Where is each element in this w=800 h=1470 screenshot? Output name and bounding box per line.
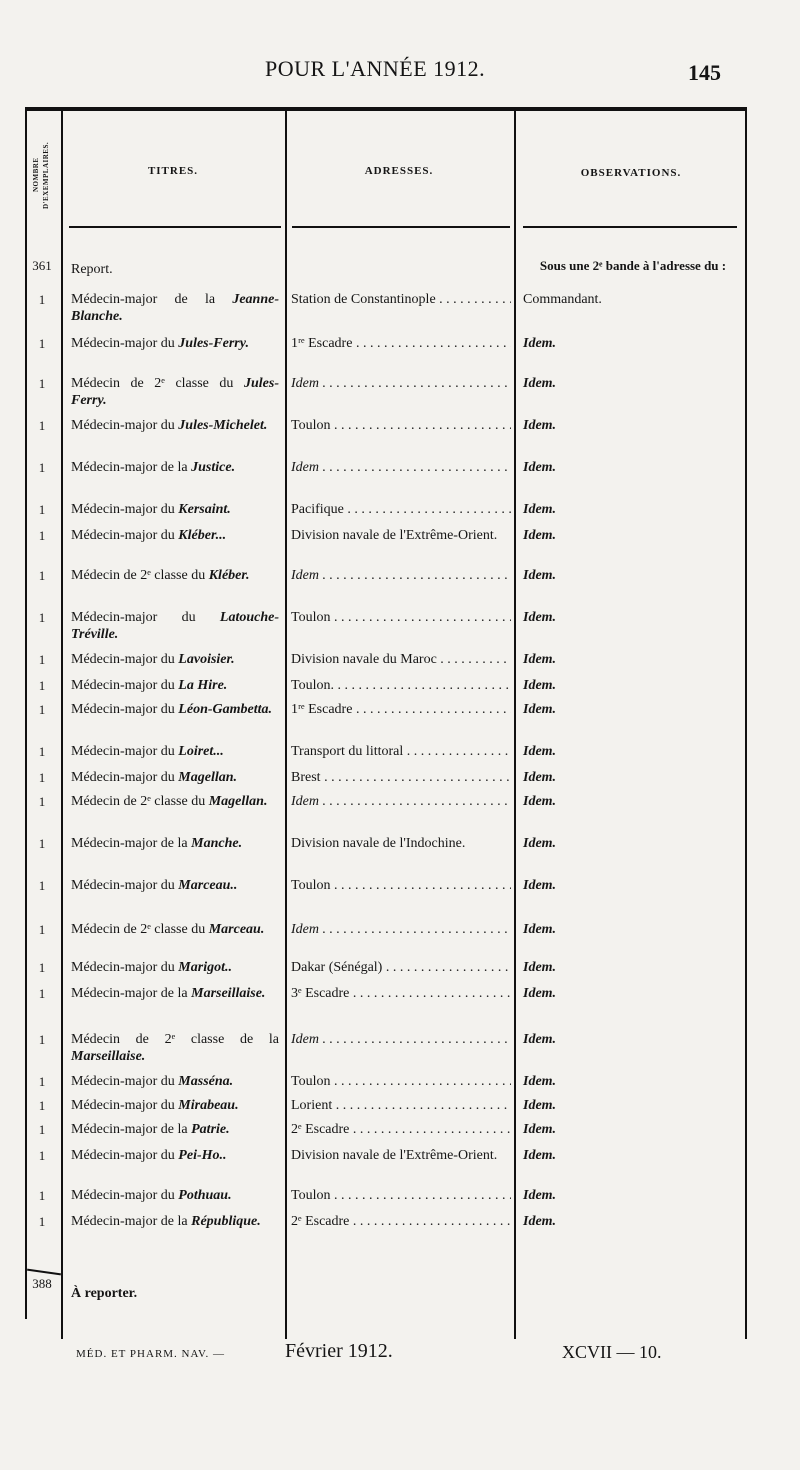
count-cell: 1: [38, 528, 46, 543]
vessel-name: Masséna.: [178, 1074, 234, 1089]
address-cell: Brest . . .: [291, 769, 511, 786]
title-cell: [71, 1073, 279, 1090]
column-header-count: NOMBRE D'EXEMPLAIRES.: [32, 141, 50, 209]
address-cell: Toulon . . .: [291, 609, 511, 626]
vessel-name: Kléber.: [208, 568, 250, 583]
count-cell: 1: [38, 460, 46, 475]
header-rule: [523, 226, 737, 228]
title-text: Médecin de 2ᵉ classe de la: [71, 1032, 279, 1047]
address-cell: Idem . . .: [291, 1031, 511, 1048]
count-cell: 1: [38, 1214, 46, 1229]
observation-cell: Idem.: [523, 1214, 557, 1229]
count-cell: 1: [38, 878, 46, 893]
title-text: Médecin-major du: [71, 878, 179, 893]
count-cell: 1: [38, 1032, 46, 1047]
observation-cell: Idem.: [523, 336, 557, 351]
address-cell: Toulon . . .: [291, 1187, 511, 1204]
title-text: Médecin-major de la: [71, 836, 192, 851]
issue-date: Février 1912.: [285, 1340, 393, 1362]
count-cell: 1: [38, 418, 46, 433]
observation-cell: Idem.: [523, 418, 557, 433]
address-cell: Idem . . .: [291, 567, 511, 584]
title-text: Médecin-major de la: [71, 460, 192, 475]
address-cell: 3ᵉ Escadre . . .: [291, 985, 511, 1002]
title-text: Médecin-major du: [71, 610, 220, 625]
title-text: Médecin-major du: [71, 528, 179, 543]
title-text: Médecin de 2ᵉ classe du: [71, 922, 209, 937]
title-text: Médecin-major du: [71, 336, 179, 351]
vessel-name: Magellan.: [208, 794, 268, 809]
count-cell: 1: [38, 336, 46, 351]
count-cell: 1: [38, 960, 46, 975]
title-text: Médecin-major de la: [71, 1122, 192, 1137]
count-cell: 1: [38, 770, 46, 785]
address-cell: Idem . . .: [291, 921, 511, 938]
title-cell: Report.: [71, 262, 113, 277]
title-text: Médecin-major du: [71, 702, 179, 717]
title-cell: [71, 793, 279, 810]
title-cell: [71, 527, 279, 544]
title-cell: [71, 609, 279, 643]
title-text: Médecin-major du: [71, 770, 179, 785]
address-cell: 2ᵉ Escadre . . .: [291, 1121, 511, 1138]
count-cell: 1: [38, 376, 46, 391]
title-cell: [71, 677, 279, 694]
count-cell: 1: [38, 292, 46, 307]
vessel-name: Marseillaise.: [191, 986, 266, 1001]
count-cell: 1: [38, 1148, 46, 1163]
journal-name: MÉD. ET PHARM. NAV. —: [76, 1348, 226, 1360]
title-cell: [71, 1213, 279, 1230]
title-text: Médecin de 2ᵉ classe du: [71, 794, 209, 809]
observation-cell: Idem.: [523, 1098, 557, 1113]
title-cell: À reporter.: [71, 1286, 138, 1301]
title-cell: [71, 959, 279, 976]
count-cell: 1: [38, 610, 46, 625]
vessel-name: La Hire.: [178, 678, 228, 693]
header-rule: [69, 226, 281, 228]
title-cell: [71, 835, 279, 852]
column-header-adresses: ADRESSES.: [364, 165, 434, 177]
address-cell: Dakar (Sénégal) . . .: [291, 959, 511, 976]
count-cell: 1: [38, 652, 46, 667]
title-cell: [71, 877, 279, 894]
column-rule: [61, 111, 63, 1339]
vessel-name: Lavoisier.: [178, 652, 235, 667]
count-cell: 1: [38, 836, 46, 851]
title-cell: [71, 1097, 279, 1114]
address-cell: Idem . . .: [291, 459, 511, 476]
title-text: Médecin-major du: [71, 418, 179, 433]
observation-cell: Idem.: [523, 986, 557, 1001]
address-cell: Idem . . .: [291, 793, 511, 810]
title-cell: [71, 375, 279, 409]
count-cell: 1: [38, 1098, 46, 1113]
observation-cell: Idem.: [523, 922, 557, 937]
observation-cell: Commandant.: [523, 292, 602, 307]
address-cell: 1ʳᵉ Escadre . . .: [291, 701, 511, 718]
vessel-name: Léon-Gambetta.: [178, 702, 273, 717]
count-cell: 1: [38, 1122, 46, 1137]
title-text: Médecin-major du: [71, 502, 179, 517]
title-cell: [71, 743, 279, 760]
address-cell: 1ʳᵉ Escadre . . .: [291, 335, 511, 352]
address-cell: Toulon . . .: [291, 877, 511, 894]
address-cell: Pacifique . . .: [291, 501, 511, 518]
signature-mark: XCVII — 10.: [562, 1342, 662, 1362]
vessel-name: Justice.: [191, 460, 236, 475]
observation-cell: Idem.: [523, 528, 557, 543]
column-header-observations: OBSERVATIONS.: [580, 167, 682, 179]
address-cell: Toulon . . .: [291, 1073, 511, 1090]
count-cell: 1: [38, 568, 46, 583]
count-cell: 1: [38, 922, 46, 937]
vessel-name: Patrie.: [191, 1122, 230, 1137]
title-cell: [71, 417, 279, 434]
count-cell: 1: [38, 702, 46, 717]
observation-cell: Idem.: [523, 1122, 557, 1137]
title-text: Médecin-major du: [71, 1074, 179, 1089]
vessel-name: Marigot..: [178, 960, 232, 975]
header-rule: [292, 226, 510, 228]
observation-cell: Idem.: [523, 794, 557, 809]
observation-cell: Idem.: [523, 960, 557, 975]
title-text: Médecin-major de la: [71, 1214, 192, 1229]
title-cell: [71, 1121, 279, 1138]
vessel-name: Jules-Michelet.: [178, 418, 268, 433]
count-cell: 1: [38, 502, 46, 517]
title-text: Médecin-major de la: [71, 292, 233, 307]
count-cell: 1: [38, 744, 46, 759]
column-rule: [514, 111, 516, 1339]
title-cell: [71, 1031, 279, 1065]
observation-cell: Idem.: [523, 744, 557, 759]
title-text: Médecin-major du: [71, 1098, 179, 1113]
title-text: Médecin-major du: [71, 1148, 179, 1163]
vessel-name: Pothuau.: [178, 1188, 232, 1203]
title-text: Médecin-major de la: [71, 986, 192, 1001]
vessel-name: Jules-Ferry.: [178, 336, 249, 351]
vessel-name: République.: [191, 1214, 261, 1229]
title-cell: [71, 921, 279, 938]
observation-cell: Idem.: [523, 1188, 557, 1203]
count-cell: 1: [38, 678, 46, 693]
vessel-name: Marceau..: [178, 878, 238, 893]
vessel-name: Pei-Ho..: [178, 1148, 227, 1163]
observation-cell: Idem.: [523, 836, 557, 851]
title-cell: [71, 567, 279, 584]
address-cell: Toulon . . .: [291, 417, 511, 434]
vessel-name: Marseillaise.: [71, 1049, 146, 1064]
address-cell: Division navale de l'Extrême-Orient.: [291, 528, 498, 543]
address-cell: 2ᵉ Escadre . . .: [291, 1213, 511, 1230]
address-cell: Division navale de l'Extrême-Orient.: [291, 1148, 498, 1163]
column-rule: [745, 111, 747, 1339]
title-cell: [71, 1187, 279, 1204]
title-cell: [71, 459, 279, 476]
address-cell: Division navale de l'Indochine.: [291, 836, 466, 851]
observation-cell: Idem.: [523, 878, 557, 893]
vessel-name: Jeanne-Blanche.: [71, 292, 279, 324]
page-footer: [0, 1338, 800, 1378]
count-cell: 1: [38, 1188, 46, 1203]
page-header: [0, 52, 800, 92]
vessel-name: Kléber...: [178, 528, 227, 543]
vessel-name: Loiret...: [178, 744, 224, 759]
vessel-name: Kersaint.: [178, 502, 231, 517]
observation-cell: Idem.: [523, 678, 557, 693]
observation-cell: Idem.: [523, 460, 557, 475]
title-text: Médecin-major du: [71, 652, 179, 667]
count-cell: 388: [32, 1276, 52, 1291]
observation-cell: Idem.: [523, 652, 557, 667]
title-text: Médecin-major du: [71, 960, 179, 975]
count-cell: 1: [38, 794, 46, 809]
vessel-name: Manche.: [191, 836, 243, 851]
address-cell: Lorient . . .: [291, 1097, 511, 1114]
count-cell: 1: [38, 986, 46, 1001]
top-rule: [25, 107, 747, 111]
title-cell: [71, 291, 279, 325]
observation-cell: Idem.: [523, 1074, 557, 1089]
title-text: Médecin de 2ᵉ classe du: [71, 568, 209, 583]
column-rule: [285, 111, 287, 1339]
title-cell: [71, 985, 279, 1002]
count-cell: 361: [32, 258, 52, 273]
observation-cell: Idem.: [523, 610, 557, 625]
vessel-name: Jules-Ferry.: [71, 376, 279, 408]
observation-cell: Sous une 2ᵉ bande à l'adresse du :: [539, 258, 727, 273]
column-header-titres: TITRES.: [147, 165, 199, 177]
title-cell: [71, 769, 279, 786]
running-title: POUR L'ANNÉE 1912.: [265, 56, 486, 81]
title-cell: [71, 651, 279, 668]
page-number: 145: [688, 60, 721, 85]
address-cell: Station de Constantinople . . .: [291, 291, 511, 308]
observation-cell: Idem.: [523, 502, 557, 517]
vessel-name: Magellan.: [178, 770, 238, 785]
address-cell: Division navale du Maroc . . .: [291, 651, 511, 668]
observation-cell: Idem.: [523, 1148, 557, 1163]
observation-cell: Idem.: [523, 1032, 557, 1047]
observation-cell: Idem.: [523, 702, 557, 717]
count-cell: 1: [38, 1074, 46, 1089]
register-table: [25, 107, 747, 1339]
vessel-name: Mirabeau.: [178, 1098, 239, 1113]
title-cell: [71, 1147, 279, 1164]
address-cell: Toulon. . . .: [291, 677, 511, 694]
title-text: Médecin de 2ᵉ classe du: [71, 376, 244, 391]
address-cell: Idem . . .: [291, 375, 511, 392]
title-cell: [71, 701, 279, 718]
observation-cell: Idem.: [523, 770, 557, 785]
title-text: Médecin-major du: [71, 1188, 179, 1203]
observation-cell: Idem.: [523, 376, 557, 391]
title-text: Médecin-major du: [71, 744, 179, 759]
address-cell: Transport du littoral . . .: [291, 743, 511, 760]
vessel-name: Marceau.: [208, 922, 265, 937]
observation-cell: Idem.: [523, 568, 557, 583]
title-cell: [71, 501, 279, 518]
title-text: Médecin-major du: [71, 678, 179, 693]
vessel-name: Latouche-Tréville.: [71, 610, 279, 642]
title-cell: [71, 335, 279, 352]
